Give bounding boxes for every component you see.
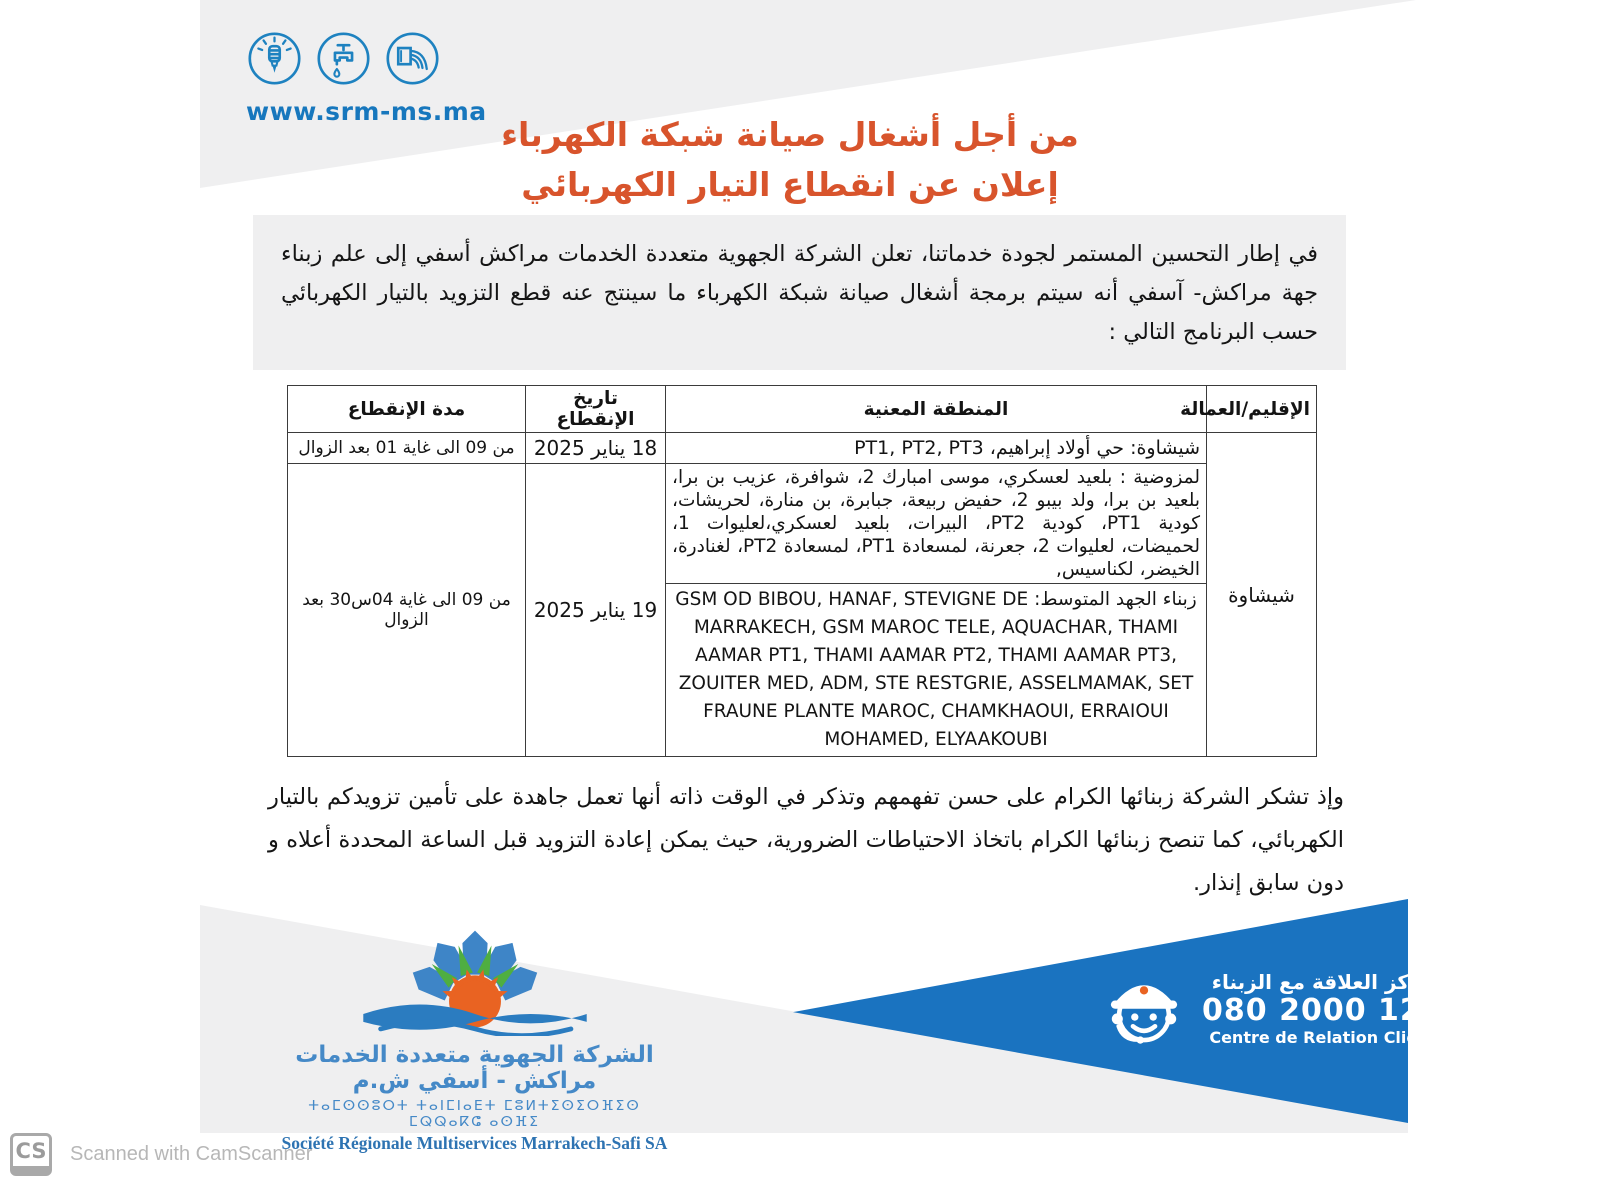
closing-paragraph: وإذ تشكر الشركة زبنائها الكرام على حسن تفهمهم وتذكر في الوقت ذاته أنها تعمل جاهدة على تأمين تزويدكم بالتيار الكهربائي، كما تنصح زبنائها الكرام باتخاذ الاحتياطات الضرورية، حيث يمكن إعادة التزويد قبل الساعة المحددة أعلاه و دون سابق إنذار. — [268, 784, 1344, 896]
table-row — [288, 464, 1317, 584]
electricity-bulb-icon — [246, 30, 303, 91]
company-name-tifinagh: ⵜⴰⵎⵙⵙⵓⵔⵜ ⵜⴰⵏⵎⵏⴰⴹⵜ ⵎⵓⵍⵜⵉⵙⵉⵔⴼⵉⵙ ⵎⵕⵕⴰⴽⵛ ⴰⵙⴼⵉ — [308, 1098, 641, 1130]
intro-paragraph: في إطار التحسين المستمر لجودة خدماتنا، تعلن الشركة الجهوية متعددة الخدمات مراكش أسفي إلى علم زبناء جهة مراكش- آسفي أنه سيتم برمجة أشغال صيانة شبكة الكهرباء ما سينتج عنه قطع التزويد بالتيار الكهربائي حسب البرنامج التالي : — [253, 215, 1346, 370]
page-title — [470, 110, 1110, 210]
cell-province: شيشاوة — [1207, 433, 1317, 757]
camscanner-footer — [10, 1133, 312, 1176]
header-duration: مدة الإنقطاع — [288, 386, 526, 433]
company-logo — [272, 918, 677, 1154]
utility-icons — [246, 30, 487, 91]
contact-label-arabic: مركز العلاقة مع الزبناء — [1211, 969, 1434, 994]
brand-header — [246, 30, 487, 126]
sanitation-pipe-icon — [384, 30, 441, 91]
company-name-french: Société Régionale Multiservices Marrakech-Safi SA — [281, 1133, 668, 1153]
header-province: الإقليم/العمالة — [1207, 386, 1317, 433]
header-date: تاريخ الإنقطاع — [526, 386, 666, 433]
title-line-1: من أجل أشغال صيانة شبكة الكهرباء — [501, 115, 1079, 154]
title-line-2: إعلان عن انقطاع التيار الكهربائي — [521, 165, 1059, 204]
header-area: المنطقة المعنية — [666, 386, 1207, 433]
contact-label-french: Centre de Relation Client — [1209, 1027, 1437, 1047]
cell-duration-row1: من 09 الى غاية 01 بعد الزوال — [288, 433, 526, 464]
contact-phone-number: 080 2000 123 — [1202, 992, 1444, 1028]
cell-area-row2-arabic: لمزوضية : بلعيد لعسكري، موسى امبارك 2، شوافرة، عزيب بن برا، بلعيد بن برا، ولد بيبو 2، حفيض ربيعة، جبابرة، بن منارة، لحريشات، كودية PT1، كودية PT2، البيرات، بلعيد لعسكري،لعليوات 1، لحميضات، لعليوات 2، جعرنة، لمسعادة PT1، لمسعادة PT2، لغنادرة، الخيضر، لكناسيس, — [666, 464, 1207, 584]
support-agent-mascot-icon — [1098, 960, 1190, 1056]
company-name-arabic: الشركة الجهوية متعددة الخدمات مراكش - أسفي ش.م — [295, 1042, 654, 1094]
water-tap-icon — [315, 30, 372, 91]
customer-relations-banner — [1098, 960, 1444, 1056]
table-row — [288, 433, 1317, 464]
cell-area-row2-mv-clients: زبناء الجهد المتوسط: GSM OD BIBOU, HANAF, STEVIGNE DE MARRAKECH, GSM MAROC TELE, AQUACHAR, THAMI AAMAR PT1, THAMI AAMAR PT2, THAMI AAMAR PT3, ZOUITER MED, ADM, STE RESTGRIE, ASSELMAMAK, SET FRAUNE PLANTE MAROC, CHAMKHAOUI, ERRAIOUI MOHAMED, ELYAAKOUBI — [666, 584, 1207, 757]
camscanner-text: Scanned with CamScanner — [70, 1143, 313, 1165]
cell-date-row2: 19 يناير 2025 — [526, 464, 666, 757]
company-website: www.srm-ms.ma — [246, 97, 487, 126]
contact-text-block — [1202, 970, 1444, 1047]
mosaic-flower-logo-icon — [315, 1021, 635, 1040]
camscanner-badge-icon: CS — [10, 1133, 52, 1176]
cell-duration-row2: من 09 الى غاية 04س30 بعد الزوال — [288, 464, 526, 757]
table-header-row — [288, 386, 1317, 433]
cell-date-row1: 18 يناير 2025 — [526, 433, 666, 464]
outage-schedule-table — [287, 385, 1317, 757]
cell-area-row1: شيشاوة: حي أولاد إبراهيم، PT1, PT2, PT3 — [666, 433, 1207, 464]
